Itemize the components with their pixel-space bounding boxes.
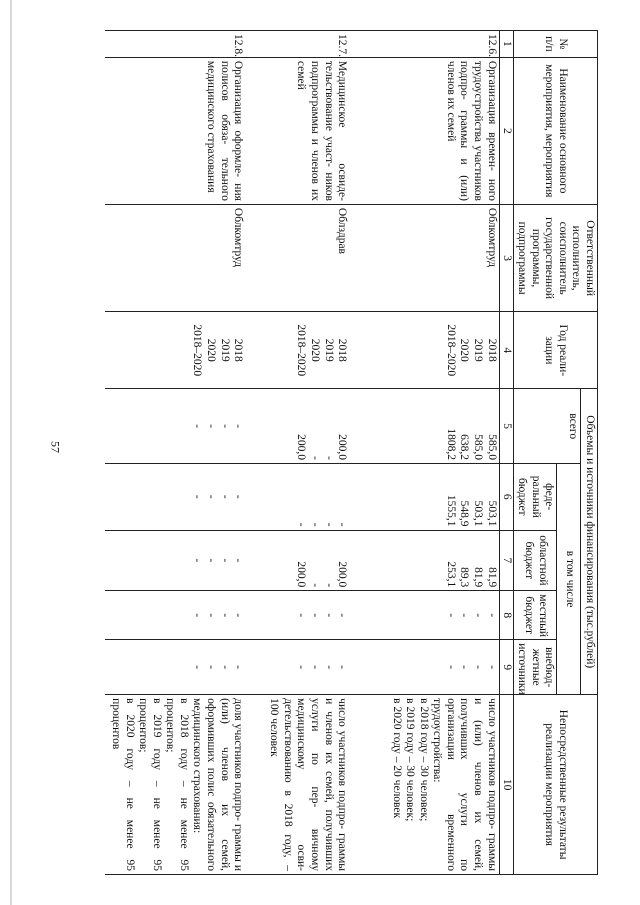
activity-name: Организация времен- ного трудоустройства участников подпро- граммы и (или) членов их семей: [349, 57, 499, 204]
funding-total: 585,0 585,0 638,2 1808,2: [349, 389, 499, 464]
row-number: 12.8.: [105, 31, 245, 58]
col-number: 4: [499, 312, 513, 389]
responsible-executor: Облкомтруд: [349, 204, 499, 311]
col-number: 6: [499, 464, 513, 531]
row-number: 12.6.: [349, 31, 499, 58]
table-row: [105, 31, 245, 875]
header-federal: феде- ральный бюджет: [513, 464, 557, 531]
program-activities-table: [105, 30, 598, 875]
funding-regional: 81,9 81,9 89,3 253,1: [349, 530, 499, 591]
funding-federal: - - - -: [245, 464, 349, 531]
col-number: 8: [499, 591, 513, 640]
header-num: № п/п: [513, 31, 597, 58]
activity-name: Медицинское освиде- тельствование участ- ников подпрограммы и членов их семей: [245, 57, 349, 204]
row-number: 12.7.: [245, 31, 349, 58]
header-executor: Ответственный исполнитель, соисполнитель государственной программы, подпрограммы: [513, 204, 597, 311]
table-row: [349, 31, 499, 875]
implementation-years: 2018 2019 2020 2018–2020: [349, 312, 499, 389]
scan-edge: [10, 0, 12, 905]
funding-regional: - - - -: [105, 530, 245, 591]
responsible-executor: Облкомтруд: [105, 204, 245, 311]
table-row: [245, 31, 349, 875]
header-name: Наименование основного мероприятия, мероприятия: [513, 57, 597, 204]
implementation-years: 2018 2019 2020 2018–2020: [245, 312, 349, 389]
implementation-years: 2018 2019 2020 2018–2020: [105, 312, 245, 389]
rotated-page-content: [93, 30, 598, 875]
header-total: всего: [513, 389, 581, 464]
funding-federal: 503,1 503,1 548,9 1555,1: [349, 464, 499, 531]
col-number: 9: [499, 640, 513, 695]
funding-local: - - - -: [245, 591, 349, 640]
page-number: 57: [48, 441, 63, 453]
funding-extra: - - - -: [105, 640, 245, 695]
funding-total: - - - -: [105, 389, 245, 464]
funding-federal: - - - -: [105, 464, 245, 531]
col-number: 10: [499, 695, 513, 875]
header-extra: внебюд- жетные источники: [513, 640, 557, 695]
activity-name: Организация оформле- ния полисов обяза- тельного медицинского страхования: [105, 57, 245, 204]
activity-results: число участников подпро- граммы и (или) членов их семей, получивших услуги по организации временного трудоустройства: в 2018 году – 30 человек; в 2019 году – 30 человек; в 2020 году – 20 человек: [349, 695, 499, 875]
col-number: 3: [499, 204, 513, 311]
col-number: 5: [499, 389, 513, 464]
col-number: 2: [499, 57, 513, 204]
col-number: 1: [499, 31, 513, 58]
funding-total: 200,0 - - 200,0: [245, 389, 349, 464]
funding-regional: 200,0 - - 200,0: [245, 530, 349, 591]
activity-results: доля участников подпро- граммы и (или) членов их семей, оформивших полис обязательного медицинского страхования: в 2018 году – не менее 95 процентов; в 2019 году – не менее 95 процентов; в 2020 году – не менее 95 процентов: [105, 695, 245, 875]
funding-extra: - - - -: [245, 640, 349, 695]
header-results: Непосредственные результаты реализации мероприятия: [513, 695, 597, 875]
responsible-executor: Облздрав: [245, 204, 349, 311]
header-year: Год реали- зации: [513, 312, 597, 389]
header-including: в том числе: [557, 464, 581, 695]
column-number-row: [499, 31, 513, 875]
header-regional: областной бюджет: [513, 530, 557, 591]
funding-extra: - - - -: [349, 640, 499, 695]
funding-local: - - - -: [349, 591, 499, 640]
activity-results: число участников подпро- граммы и членов их семей, получивших услуги по пер- вичному медицинскому осви- детельствованию в 2018 году, – 100 человек: [245, 695, 349, 875]
col-number: 7: [499, 530, 513, 591]
header-local: местный бюджет: [513, 591, 557, 640]
funding-local: - - - -: [105, 591, 245, 640]
header-funding: Объемы и источники финансирования (тыс.рублей): [581, 389, 598, 695]
